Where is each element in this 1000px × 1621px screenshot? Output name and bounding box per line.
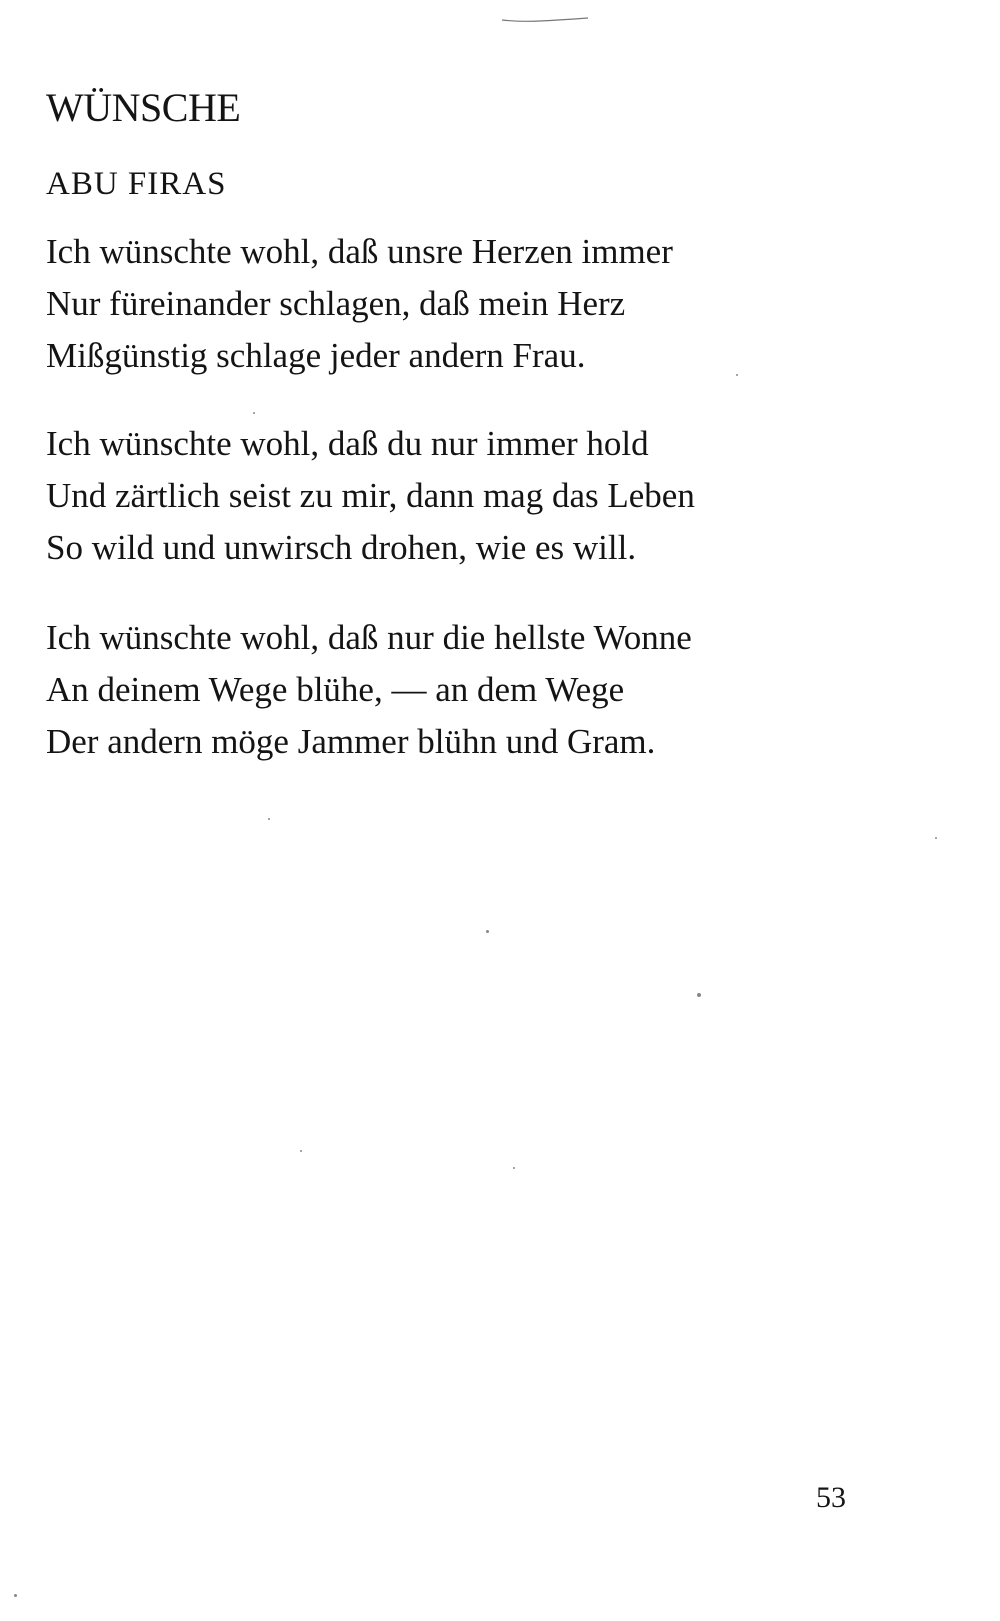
scan-speck bbox=[513, 1167, 515, 1169]
page-number: 53 bbox=[816, 1481, 846, 1514]
stanza-line: An deinem Wege blühe, — an dem Wege bbox=[46, 670, 625, 709]
stanza-line: Mißgünstig schlage jeder andern Frau. bbox=[46, 336, 586, 375]
stanza-1 bbox=[46, 226, 673, 382]
scan-speck bbox=[253, 412, 255, 414]
poem-author: ABU FIRAS bbox=[46, 166, 227, 202]
scan-speck bbox=[935, 837, 937, 839]
stanza-line: Der andern möge Jammer blühn und Gram. bbox=[46, 722, 656, 761]
stanza-line: Nur füreinander schlagen, daß mein Herz bbox=[46, 284, 626, 323]
poem-title: WÜNSCHE bbox=[46, 85, 241, 130]
scan-speck bbox=[300, 1150, 302, 1152]
stanza-line: Ich wünschte wohl, daß unsre Herzen immer bbox=[46, 232, 673, 271]
stanza-line: Ich wünschte wohl, daß nur die hellste Wonne bbox=[46, 618, 692, 657]
scan-speck bbox=[736, 374, 738, 376]
print-mark bbox=[500, 12, 590, 26]
scan-speck bbox=[268, 818, 270, 820]
scan-speck bbox=[697, 993, 701, 997]
scan-speck bbox=[486, 930, 489, 933]
stanza-line: Und zärtlich seist zu mir, dann mag das Leben bbox=[46, 476, 695, 515]
stanza-line: Ich wünschte wohl, daß du nur immer hold bbox=[46, 424, 649, 463]
scan-speck bbox=[14, 1594, 17, 1597]
stanza-line: So wild und unwirsch drohen, wie es will. bbox=[46, 528, 637, 567]
stanza-2 bbox=[46, 418, 695, 574]
stanza-3 bbox=[46, 612, 692, 768]
